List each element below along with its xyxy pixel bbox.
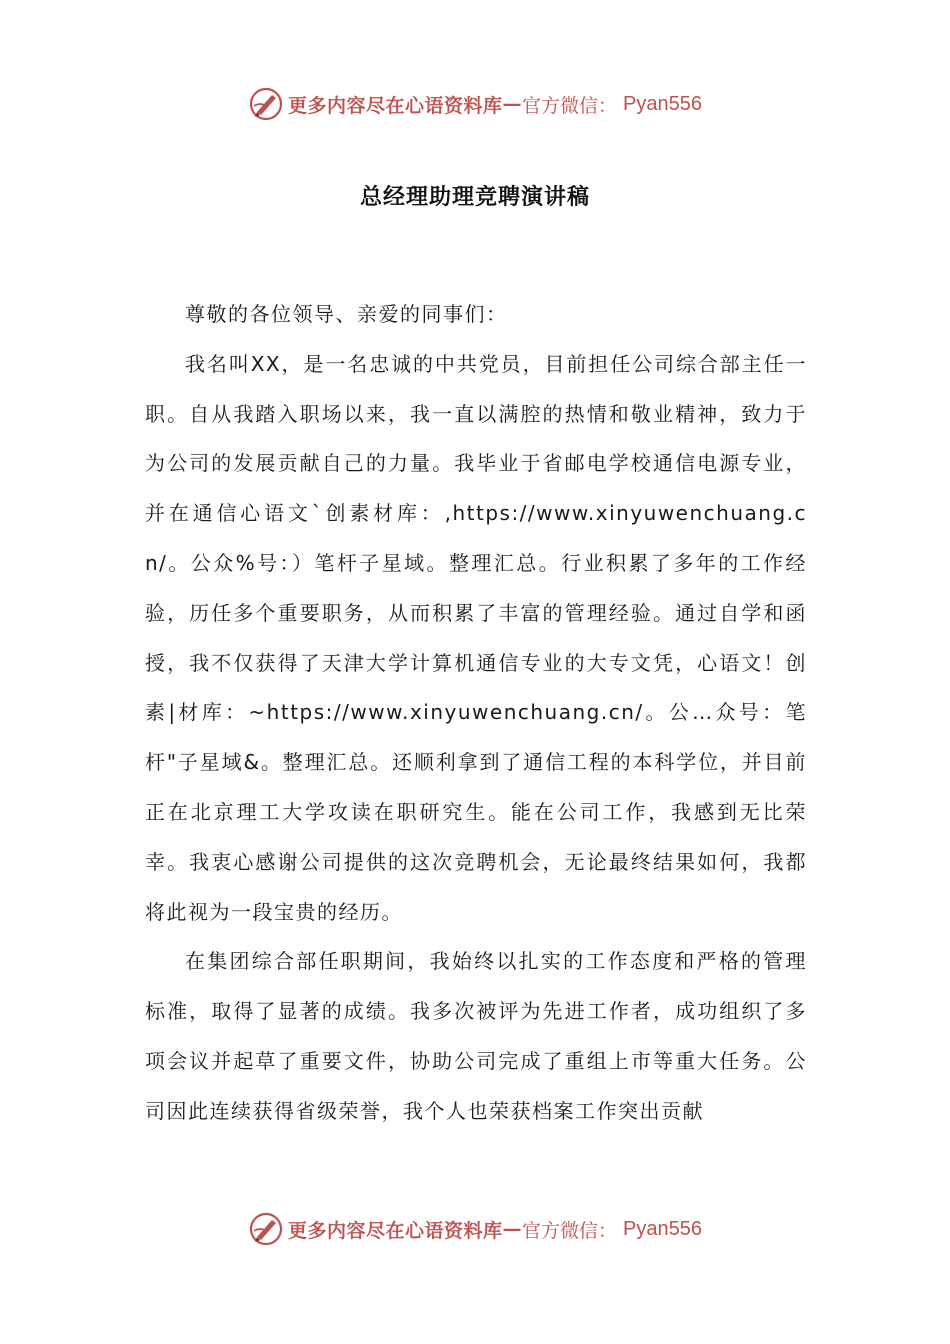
header-watermark-banner (0, 84, 950, 124)
document-title: 总经理助理竞聘演讲稿 (359, 185, 590, 210)
banner-wechat-label: 官方微信： (522, 1219, 618, 1242)
pen-circle-logo-icon (248, 86, 284, 122)
paragraph-introduction: 我名叫XX，是一名忠诚的中共党员，目前担任公司综合部主任一职。自从我踏入职场以来，我一直以满腔的热情和敬业精神，致力于为公司的发展贡献自己的力量。我毕业于省邮电学校通信电源专业，并在通信心语文`创素材库：,https://www.xinyuwenchuang.cn/。公众%号：）笔杆子星域。整理汇总。行业积累了多年的工作经验，历任多个重要职务，从而积累了丰富的管理经验。通过自学和函授，我不仅获得了天津大学计算机通信专业的大专文凭，心语文！创素|材库：~https://www.xinyuwenchuang.cn/。公…众号：笔杆"子星域&。整理汇总。还顺利拿到了通信工程的本科学位，并目前正在北京理工大学攻读在职研究生。能在公司工作，我感到无比荣幸。我衷心感谢公司提供的这次竞聘机会，无论最终结果如何，我都将此视为一段宝贵的经历。 (145, 351, 807, 924)
paragraph-greeting: 尊敬的各位领导、亲爱的同事们： (185, 302, 508, 326)
banner-text: 更多内容尽在心语资料库 (288, 1219, 503, 1242)
banner-dash: — (502, 93, 523, 115)
banner-wechat-label: 官方微信： (522, 94, 618, 117)
banner-text: 更多内容尽在心语资料库 (288, 94, 503, 117)
footer-watermark-banner (0, 1209, 950, 1249)
pen-circle-logo-icon (248, 1211, 284, 1247)
banner-dash: — (502, 1218, 523, 1240)
banner-wechat-id: Pyan556 (623, 1217, 702, 1240)
paragraph-achievements: 在集团综合部任职期间，我始终以扎实的工作态度和严格的管理标准，取得了显著的成绩。我多次被评为先进工作者，成功组织了多项会议并起草了重要文件，协助公司完成了重组上市等重大任务。公司因此连续获得省级荣誉，我个人也荣获档案工作突出贡献 (145, 949, 807, 1123)
banner-wechat-id: Pyan556 (623, 92, 702, 115)
document-body (145, 290, 807, 1137)
